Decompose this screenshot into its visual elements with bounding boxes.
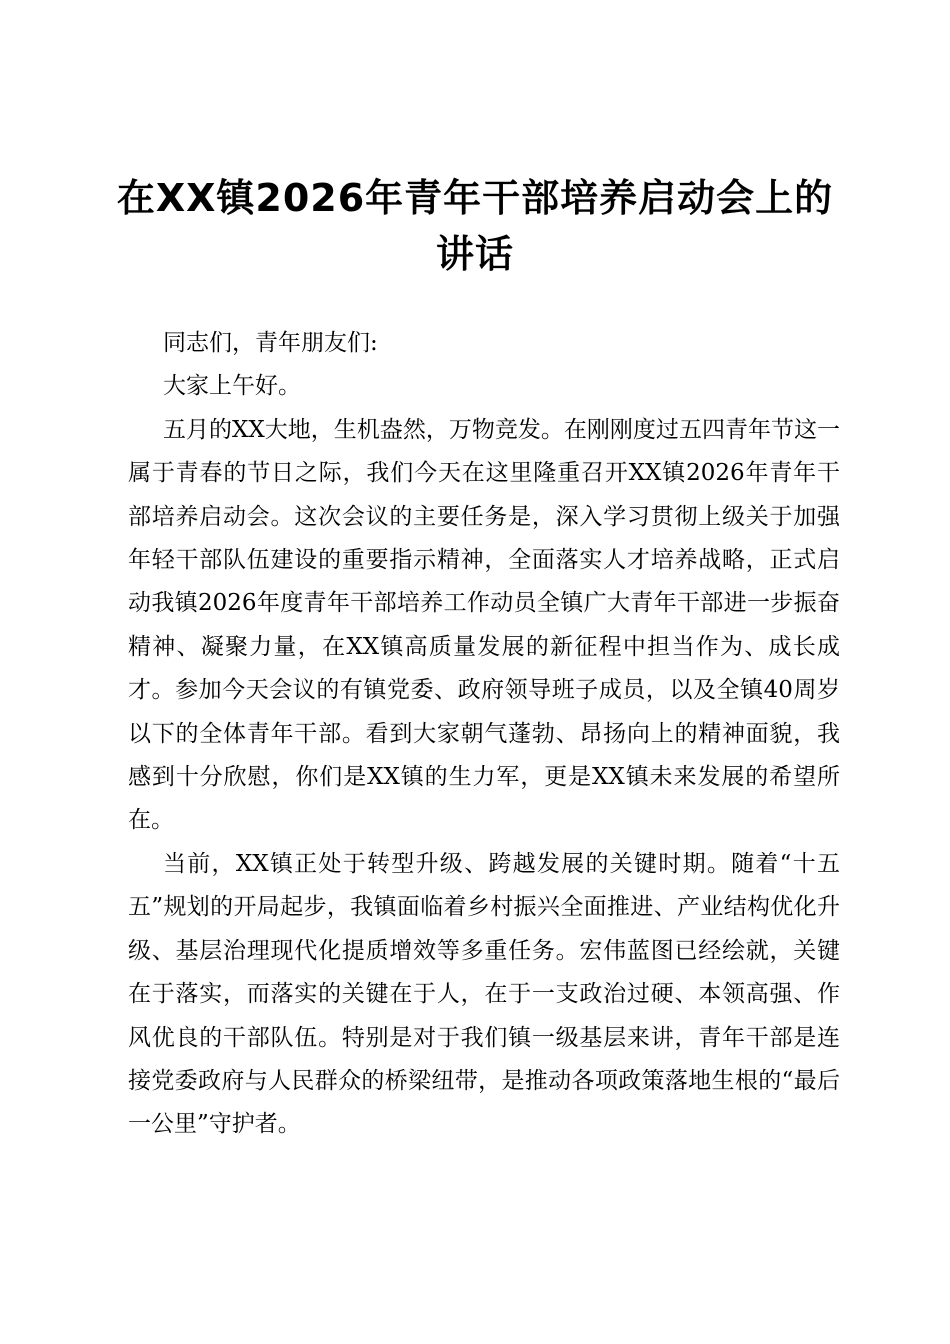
paragraph-2: 当前，XX镇正处于转型升级、跨越发展的关键时期。随着“十五五”规划的开局起步，我镇面临着乡村振兴全面推进、产业结构优化升级、基层治理现代化提质增效等多重任务。宏伟蓝图已经绘就，关键在于落实，而落实的关键在于人，在于一支政治过硬、本领高强、作风优良的干部队伍。特别是对于我们镇一级基层来讲，青年干部是连接党委政府与人民群众的桥梁纽带，是推动各项政策落地生根的“最后一公里”守护者。 [128,850,840,1138]
salutation: 同志们，青年朋友们: [163,330,378,356]
paragraph-1: 五月的XX大地，生机盎然，万物竞发。在刚刚度过五四青年节这一属于青春的节日之际，我们今天在这里隆重召开XX镇2026年青年干部培养启动会。这次会议的主要任务是，深入学习贯彻上级关于加强年轻干部队伍建设的重要指示精神，全面落实人才培养战略，正式启动我镇2026年度青年干部培养工作动员全镇广大青年干部进一步振奋精神、凝聚力量，在XX镇高质量发展的新征程中担当作为、成长成才。参加今天会议的有镇党委、政府领导班子成员，以及全镇40周岁以下的全体青年干部。看到大家朝气蓬勃、昂扬向上的精神面貌，我感到十分欣慰，你们是XX镇的生力军，更是XX镇未来发展的希望所在。 [128,416,840,834]
greeting: 大家上午好。 [163,373,301,400]
document-body [128,322,840,1147]
document-title: 在XX镇2026年青年干部培养启动会上的讲话 [116,176,834,276]
